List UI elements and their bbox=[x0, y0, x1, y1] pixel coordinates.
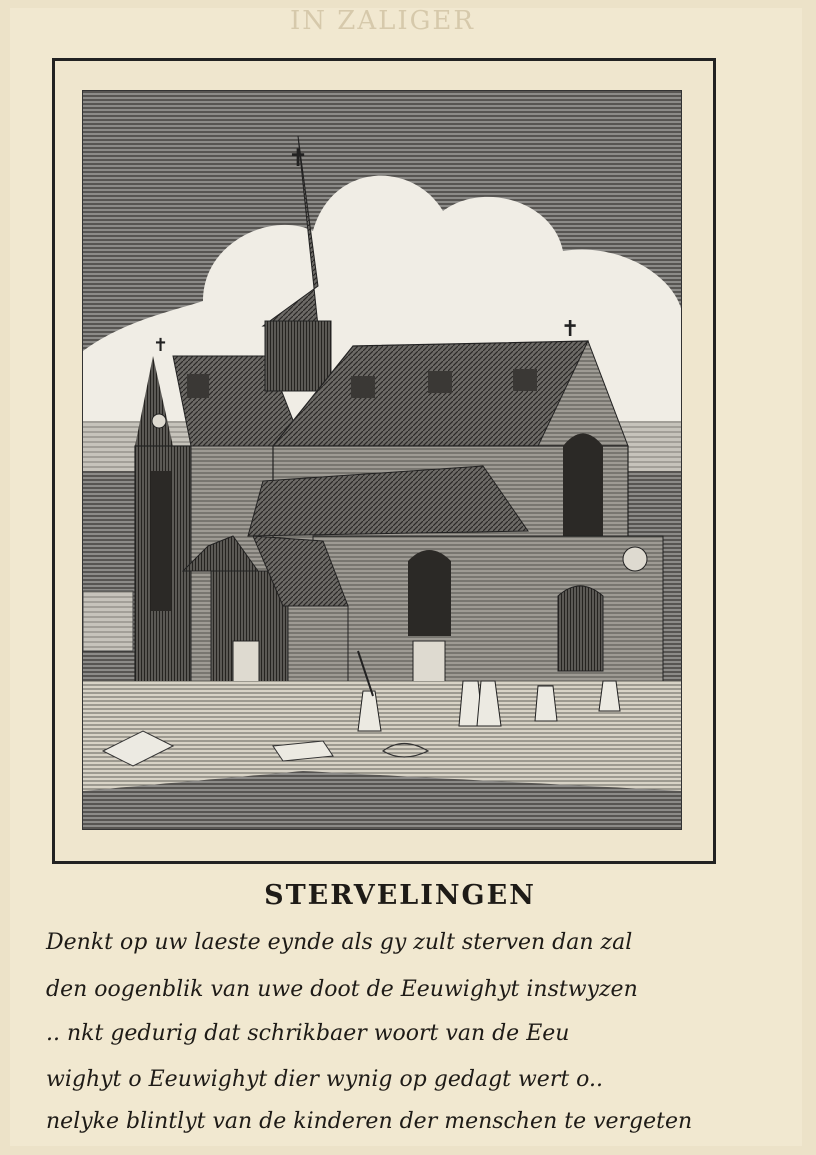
east-cross-icon: ✝ bbox=[561, 317, 580, 342]
east-window bbox=[563, 434, 603, 542]
caption-line-3: .. nkt gedurig dat schrikbaer woort van de Eeu bbox=[46, 1021, 570, 1046]
church-engraving bbox=[82, 90, 682, 830]
aisle-door bbox=[413, 641, 445, 686]
caption-line-5: nelyke blintlyt van de kinderen der menschen te vergeten bbox=[46, 1109, 693, 1134]
caption-line-4: wighyt o Eeuwighyt dier wynig op gedagt wert o.. bbox=[46, 1067, 604, 1092]
dormer-window bbox=[351, 376, 375, 398]
distant-house bbox=[83, 591, 133, 651]
spire-cross-icon: ✝ bbox=[288, 144, 309, 172]
tower-window bbox=[151, 471, 171, 611]
side-aisle-wall bbox=[313, 536, 663, 686]
church-engraving-svg bbox=[83, 91, 682, 830]
mourner-figure bbox=[599, 681, 620, 711]
bleed-through-top-text: IN ZALIGER bbox=[290, 6, 475, 36]
porch-door bbox=[233, 641, 259, 686]
dormer-window bbox=[187, 374, 209, 398]
aisle-window bbox=[408, 550, 451, 636]
porch-side bbox=[288, 606, 348, 686]
caption-line-2: den oogenblik van uwe doot de Eeuwighyt instwyzen bbox=[46, 977, 638, 1002]
portal-door bbox=[558, 586, 603, 671]
caption-line-1: Denkt op uw laeste eynde als gy zult sterven dan zal bbox=[46, 930, 633, 955]
tower-clock bbox=[152, 414, 166, 428]
mourner-figure bbox=[535, 686, 557, 721]
belfry bbox=[265, 321, 331, 391]
dormer-window bbox=[513, 369, 537, 391]
engraving-title: STERVELINGEN bbox=[264, 880, 536, 911]
dormer-window bbox=[428, 371, 452, 393]
west-cross-icon: ✝ bbox=[153, 335, 169, 356]
rose-window bbox=[623, 547, 647, 571]
